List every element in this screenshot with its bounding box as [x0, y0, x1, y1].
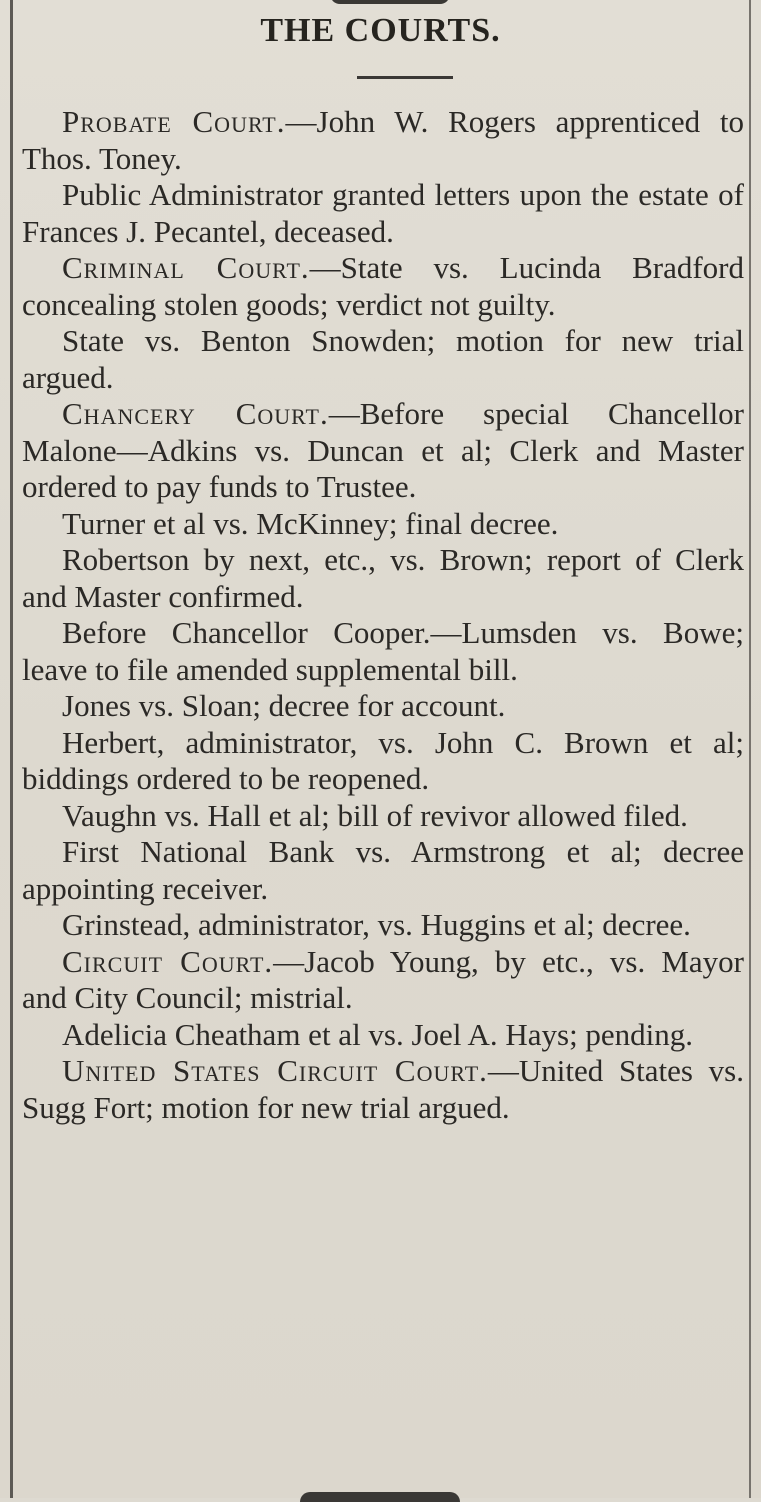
paragraph: [22, 725, 744, 798]
paragraph: [22, 834, 744, 907]
paragraph-text: Public Administrator granted letters upon the estate of Frances J. Pecantel, deceased.: [22, 177, 744, 249]
paragraph: [22, 798, 744, 835]
court-heading: Chancery Court.: [62, 396, 329, 431]
article-body: [22, 104, 744, 1126]
court-heading: Probate Court.: [62, 104, 286, 139]
paragraph-text: Vaughn vs. Hall et al; bill of revivor allowed filed.: [62, 797, 688, 833]
paragraph: [22, 177, 744, 250]
column-rule-right: [749, 0, 751, 1498]
cropped-ornament-fragment: [300, 1492, 460, 1502]
paragraph: [22, 944, 744, 1017]
paragraph: [22, 907, 744, 944]
paragraph-text: —United States vs. Sugg Fort; motion for new trial argued.: [22, 1053, 744, 1125]
paragraph-text: —John W. Rogers apprenticed to Thos. Toney.: [22, 104, 744, 176]
paragraph: [22, 615, 744, 688]
paragraph-text: Adelicia Cheatham et al vs. Joel A. Hays; pending.: [62, 1016, 694, 1052]
headline-divider: [357, 76, 453, 79]
paragraph-text: —Before special Chancellor Malone—Adkins vs. Duncan et al; Clerk and Master ordered to pay funds to Trustee.: [22, 396, 745, 504]
court-heading: United States Circuit Court.: [62, 1053, 488, 1088]
paragraph-text: Herbert, administrator, vs. John C. Brown et al; biddings ordered to be reopened.: [22, 724, 744, 796]
court-heading: Criminal Court.: [62, 250, 310, 285]
paragraph: [22, 396, 744, 506]
paragraph-text: Jones vs. Sloan; decree for account.: [62, 688, 506, 723]
court-heading: Circuit Court.: [62, 943, 274, 979]
paragraph-text: Before Chancellor Cooper.—Lumsden vs. Bowe; leave to file amended supplemental bill.: [22, 615, 744, 687]
paragraph: [22, 323, 744, 396]
paragraph: [22, 250, 744, 323]
paragraph-text: Grinstead, administrator, vs. Huggins et al; decree.: [62, 907, 691, 942]
paragraph-text: —State vs. Lucinda Bradford concealing stolen goods; verdict not guilty.: [22, 250, 744, 322]
paragraph-text: State vs. Benton Snowden; motion for new trial argued.: [22, 323, 744, 395]
paragraph: [22, 104, 744, 177]
paragraph: [22, 542, 744, 615]
paragraph-text: Turner et al vs. McKinney; final decree.: [62, 505, 559, 541]
paragraph: [22, 506, 744, 543]
paragraph: [22, 1053, 744, 1126]
column-rule-left: [10, 0, 13, 1498]
paragraph-text: —Jacob Young, by etc., vs. Mayor and City Council; mistrial.: [22, 943, 744, 1015]
paragraph-text: First National Bank vs. Armstrong et al; decree appointing receiver.: [22, 834, 744, 906]
paragraph: [22, 688, 744, 725]
paragraph-text: Robertson by next, etc., vs. Brown; report of Clerk and Master confirmed.: [22, 542, 744, 614]
cropped-heading-fragment: [330, 0, 450, 4]
headline: THE COURTS.: [260, 12, 501, 49]
paragraph: [22, 1017, 744, 1054]
